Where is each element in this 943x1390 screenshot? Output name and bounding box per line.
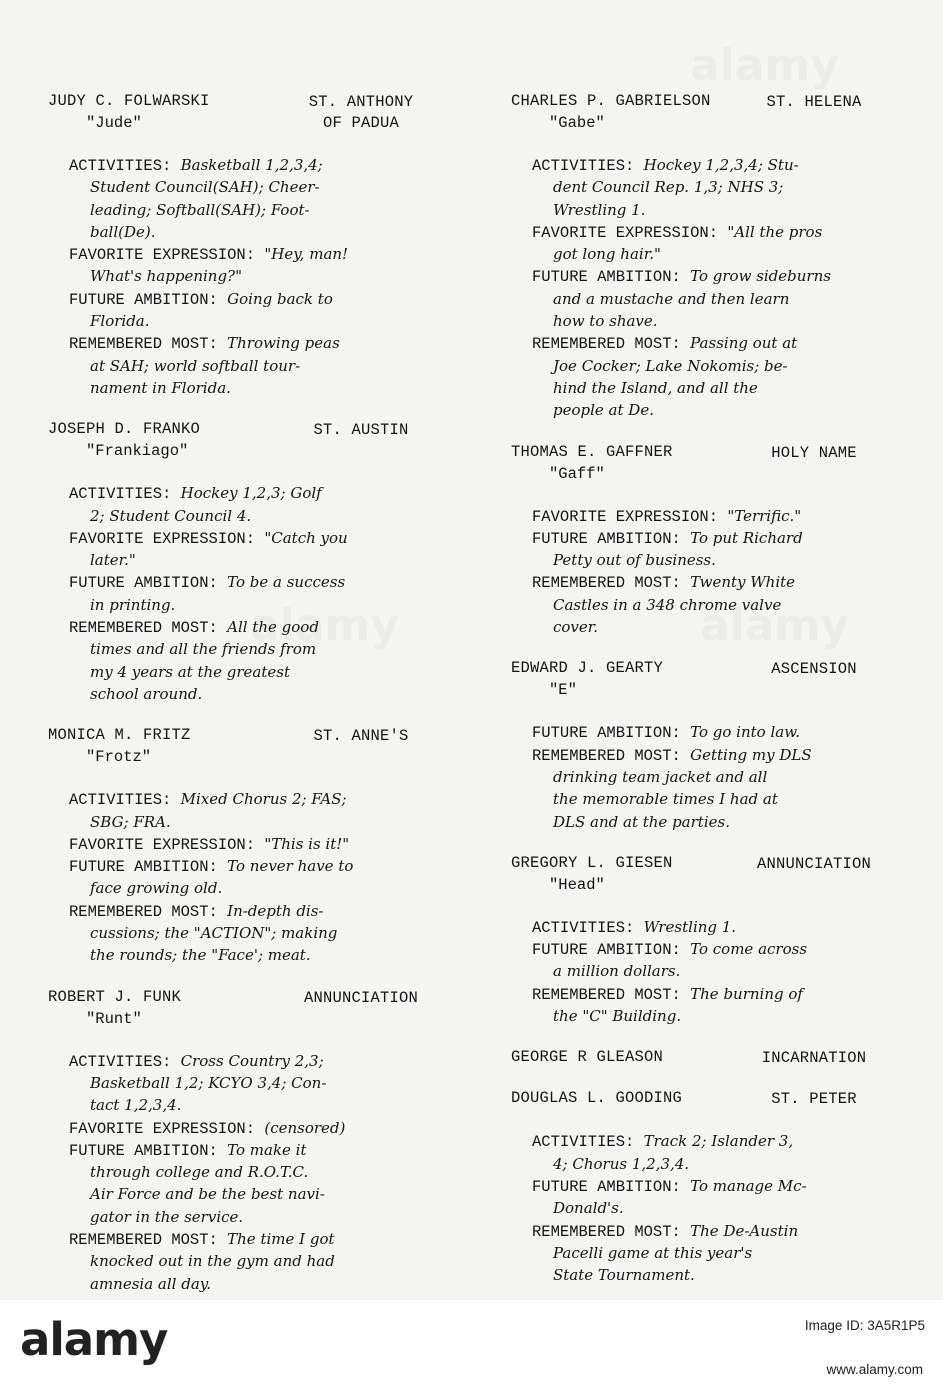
entry-line [48, 878, 440, 900]
entry-line [511, 617, 891, 639]
entry-line [511, 244, 891, 266]
entry-line [48, 662, 440, 684]
field-value: Cross Country 2,3; [180, 1051, 324, 1070]
field-value: the "C" Building. [553, 1007, 682, 1026]
field-value: Going back to [227, 289, 333, 308]
entry-line [511, 378, 891, 400]
field-value: hind the Island, and all the [553, 378, 758, 397]
field-value: drinking team jacket and all [553, 767, 768, 786]
nickname: "E" [549, 681, 577, 700]
field-value: To put Richard [690, 528, 803, 547]
entry-line [511, 984, 891, 1006]
entry-line [48, 483, 440, 505]
student-name: GREGORY L. GIESEN [511, 853, 673, 872]
site-url: www.alamy.com [826, 1362, 923, 1377]
field-value: my 4 years at the greatest [90, 662, 291, 681]
parish-name: INCARNATION [761, 1049, 867, 1068]
entry-line [511, 400, 891, 422]
entry-line [511, 1006, 891, 1028]
field-label: ACTIVITIES: [532, 918, 644, 937]
entry-line [48, 1118, 440, 1140]
entry-line [48, 595, 440, 617]
entry-line [48, 1274, 440, 1296]
field-value: gator in the service. [90, 1207, 244, 1226]
entry-line [511, 222, 891, 244]
entry-line [48, 1095, 440, 1117]
field-value: cover. [553, 618, 599, 637]
entry-line [48, 1140, 440, 1162]
entry-line [48, 266, 440, 288]
field-label: REMEMBERED MOST: [532, 335, 691, 354]
field-label: ACTIVITIES: [69, 791, 181, 810]
field-label: REMEMBERED MOST: [69, 335, 228, 354]
field-value: school around. [90, 684, 203, 703]
field-value: Wrestling 1. [643, 917, 737, 936]
entry-line [48, 155, 440, 177]
field-label: FAVORITE EXPRESSION: [532, 223, 728, 242]
senior-entry [48, 988, 440, 1296]
field-value: Pacelli game at this year's [553, 1243, 753, 1262]
field-value: To be a success [227, 573, 346, 592]
field-label: REMEMBERED MOST: [532, 574, 691, 593]
entry-header [48, 988, 440, 1009]
entry-line [511, 289, 891, 311]
entry-line [48, 789, 440, 811]
field-label: REMEMBERED MOST: [69, 619, 228, 638]
senior-entry [511, 1089, 891, 1287]
parish-name: ST. ANTHONY OF PADUA [308, 93, 414, 132]
field-value: "This is it!" [264, 834, 350, 853]
entry-line [48, 1162, 440, 1184]
field-value: got long hair." [553, 245, 661, 264]
field-value: the memorable times I had at [553, 790, 778, 809]
entry-line [48, 812, 440, 834]
field-value: in printing. [90, 595, 176, 614]
entry-line [511, 266, 891, 288]
entry-line [48, 1229, 440, 1251]
field-label: ACTIVITIES: [532, 157, 644, 175]
field-label: FUTURE AMBITION: [532, 1177, 691, 1196]
entry-line [48, 506, 440, 528]
field-label: FUTURE AMBITION: [69, 1141, 228, 1160]
entry-line [511, 1198, 891, 1220]
entry-line [511, 917, 891, 939]
field-label: FUTURE AMBITION: [69, 574, 228, 593]
field-label: FAVORITE EXPRESSION: [69, 1119, 265, 1138]
field-label: FUTURE AMBITION: [532, 724, 691, 743]
field-value: Student Council(SAH); Cheer- [90, 178, 320, 197]
parish-name: ST. ANNE'S [313, 727, 409, 746]
entry-line [48, 1207, 440, 1229]
field-value: the rounds; the "Face'; meat. [90, 946, 311, 965]
right-column [511, 92, 891, 1300]
field-value: Passing out at [690, 334, 798, 353]
field-label: REMEMBERED MOST: [532, 746, 691, 765]
entry-line [511, 722, 891, 744]
field-value: In-depth dis- [227, 901, 324, 920]
field-value: at SAH; world softball tour- [90, 356, 301, 375]
image-id [805, 1318, 925, 1340]
entry-header [511, 1048, 891, 1069]
field-value: 2; Student Council 4. [90, 506, 252, 525]
field-label: FUTURE AMBITION: [69, 290, 228, 309]
entry-line [48, 901, 440, 923]
field-label: ACTIVITIES: [532, 1133, 644, 1152]
entry-line [48, 1184, 440, 1206]
alamy-logo: alamy [20, 1313, 168, 1366]
field-value: Florida. [90, 312, 150, 331]
parish-name: HOLY NAME [771, 443, 857, 462]
field-value: To grow sideburns [690, 267, 831, 286]
entry-line [48, 333, 440, 355]
student-name: MONICA M. FRITZ [48, 726, 191, 745]
entry-line [48, 311, 440, 333]
field-value: "Hey, man! [264, 245, 349, 264]
entry-line [48, 684, 440, 706]
field-value: Basketball 1,2,3,4; [180, 156, 323, 174]
field-value: The De-Austin [690, 1221, 799, 1240]
entry-header [511, 92, 891, 113]
field-value: ball(De). [90, 222, 156, 241]
entry-line [511, 1176, 891, 1198]
nickname: "Head" [549, 875, 605, 894]
entry-line [511, 528, 891, 550]
field-value: people at De. [553, 401, 654, 420]
entry-line [511, 572, 891, 594]
field-label: FAVORITE EXPRESSION: [69, 246, 265, 265]
entry-line [511, 200, 891, 222]
parish-name: ASCENSION [771, 660, 857, 679]
parish-name: ST. HELENA [766, 93, 862, 111]
field-value: State Tournament. [553, 1266, 695, 1285]
field-label: FUTURE AMBITION: [69, 858, 228, 877]
field-value: To come across [690, 940, 808, 959]
watermark [690, 40, 839, 91]
field-value: "All the pros [727, 222, 823, 241]
entry-line [48, 834, 440, 856]
field-label: REMEMBERED MOST: [69, 902, 228, 921]
field-label: FAVORITE EXPRESSION: [532, 507, 728, 526]
field-value: Mixed Chorus 2; FAS; [180, 790, 347, 809]
field-value: amnesia all day. [90, 1274, 212, 1293]
field-value: 4; Chorus 1,2,3,4. [553, 1154, 690, 1173]
field-label: FAVORITE EXPRESSION: [69, 529, 265, 548]
field-value: nament in Florida. [90, 378, 231, 397]
parish-name: ST. PETER [771, 1090, 857, 1109]
student-name: JOSEPH D. FRANKO [48, 420, 201, 439]
entry-line [511, 1243, 891, 1265]
field-label: FAVORITE EXPRESSION: [69, 835, 265, 854]
entry-line [48, 617, 440, 639]
field-value: Basketball 1,2; KCYO 3,4; Con- [90, 1073, 327, 1092]
student-name: CHARLES P. GABRIELSON [511, 92, 711, 110]
entry-line [48, 639, 440, 661]
nickname: "Frotz" [86, 748, 152, 767]
field-value: The time I got [227, 1229, 335, 1248]
field-value: To go into law. [690, 723, 801, 742]
parish-name: ANNUNCIATION [756, 854, 872, 873]
entry-header [48, 420, 440, 441]
entry-line [511, 1265, 891, 1287]
entry-line [48, 244, 440, 266]
nickname: "Gabe" [549, 114, 605, 132]
field-value: dent Council Rep. 1,3; NHS 3; [553, 178, 784, 197]
entry-line [511, 311, 891, 333]
field-value: Throwing peas [227, 334, 340, 353]
entry-line [48, 923, 440, 945]
entry-line [511, 550, 891, 572]
parish-name: ST. AUSTIN [313, 421, 409, 440]
field-value: Petty out of business. [553, 551, 716, 570]
field-label: FUTURE AMBITION: [532, 941, 691, 960]
entry-line [511, 1154, 891, 1176]
field-value: Twenty White [690, 573, 796, 592]
field-label: REMEMBERED MOST: [532, 1222, 691, 1241]
nickname: "Gaff" [549, 464, 605, 483]
field-value: Hockey 1,2,3; Golf [180, 484, 322, 503]
senior-entry [511, 1048, 891, 1069]
field-value: Wrestling 1. [553, 200, 646, 219]
entry-line [48, 856, 440, 878]
entry-line [511, 333, 891, 355]
entry-line [511, 767, 891, 789]
field-value: The burning of [690, 984, 803, 1003]
field-value: how to shave. [553, 312, 658, 331]
image-id-label: Image ID: 3A5R1P5 [804, 1318, 925, 1333]
entry-line [511, 789, 891, 811]
student-name: EDWARD J. GEARTY [511, 659, 664, 678]
field-value: All the good [227, 618, 319, 637]
student-name: DOUGLAS L. GOODING [511, 1089, 683, 1108]
field-value: To make it [227, 1140, 307, 1159]
entry-line [48, 572, 440, 594]
field-label: ACTIVITIES: [69, 485, 181, 504]
field-value: cussions; the "ACTION"; making [90, 924, 338, 943]
entry-line [48, 1051, 440, 1073]
student-name: ROBERT J. FUNK [48, 987, 182, 1006]
field-value: "Catch you [264, 528, 348, 547]
field-value: through college and R.O.T.C. [90, 1163, 309, 1182]
senior-entry [511, 659, 891, 833]
entry-line [511, 506, 891, 528]
field-value: "Terrific." [727, 506, 802, 525]
student-name: GEORGE R GLEASON [511, 1048, 664, 1067]
entry-header [48, 726, 440, 747]
entry-header [511, 443, 891, 464]
entry-header [511, 1089, 891, 1110]
senior-entry [48, 92, 440, 400]
entry-line [511, 356, 891, 378]
parish-name: ANNUNCIATION [303, 988, 419, 1007]
entry-line [48, 177, 440, 199]
field-value: Hockey 1,2,3,4; Stu- [643, 156, 799, 174]
field-label: FUTURE AMBITION: [532, 268, 691, 287]
field-value: Joe Cocker; Lake Nokomis; be- [553, 356, 788, 375]
field-value: To manage Mc- [690, 1176, 807, 1195]
entry-line [48, 289, 440, 311]
field-value: tact 1,2,3,4. [90, 1096, 182, 1115]
entry-line [48, 1251, 440, 1273]
field-value: and a mustache and then learn [553, 289, 790, 308]
student-name: THOMAS E. GAFFNER [511, 442, 673, 461]
entry-line [511, 812, 891, 834]
entry-line [511, 155, 891, 177]
entry-line [511, 961, 891, 983]
nickname: "Jude" [86, 114, 142, 132]
entry-line [48, 1073, 440, 1095]
field-label: ACTIVITIES: [69, 157, 181, 175]
senior-entry [48, 420, 440, 706]
field-value: Castles in a 348 chrome valve [553, 595, 782, 614]
field-value: To never have to [227, 857, 354, 876]
entry-line [48, 945, 440, 967]
left-column [48, 92, 440, 1300]
entry-line [48, 356, 440, 378]
entry-header [511, 659, 891, 680]
field-value: times and all the friends from [90, 640, 317, 659]
entry-line [48, 550, 440, 572]
field-value: Air Force and be the best navi- [90, 1185, 325, 1204]
entry-line [511, 1131, 891, 1153]
entry-line [511, 595, 891, 617]
nickname: "Frankiago" [86, 442, 189, 461]
field-label: REMEMBERED MOST: [532, 985, 691, 1004]
field-label: REMEMBERED MOST: [69, 1230, 228, 1249]
field-value: DLS and at the parties. [553, 812, 730, 831]
field-label: FUTURE AMBITION: [532, 529, 691, 548]
senior-entry [511, 92, 891, 423]
field-label: ACTIVITIES: [69, 1052, 181, 1071]
field-value: Donald's. [553, 1199, 624, 1218]
field-value: Getting my DLS [690, 745, 812, 764]
field-value: (censored) [264, 1118, 346, 1137]
field-value: a million dollars. [553, 962, 681, 981]
entry-header [511, 854, 891, 875]
entry-line [511, 177, 891, 199]
entry-line [511, 939, 891, 961]
entry-line [48, 378, 440, 400]
entry-line [511, 1221, 891, 1243]
entry-line [48, 528, 440, 550]
field-value: knocked out in the gym and had [90, 1252, 335, 1271]
field-value: SBG; FRA. [90, 812, 171, 831]
senior-entry [511, 854, 891, 1028]
student-name: JUDY C. FOLWARSKI [48, 92, 210, 110]
entry-line [48, 222, 440, 244]
nickname: "Runt" [86, 1009, 142, 1028]
field-value: Track 2; Islander 3, [643, 1132, 794, 1151]
field-value: face growing old. [90, 879, 223, 898]
senior-entry [48, 726, 440, 967]
entry-line [511, 745, 891, 767]
field-value: later." [90, 551, 136, 570]
field-value: leading; Softball(SAH); Foot- [90, 200, 310, 219]
entry-line [48, 200, 440, 222]
senior-entry [511, 443, 891, 640]
field-value: What's happening?" [90, 267, 242, 286]
